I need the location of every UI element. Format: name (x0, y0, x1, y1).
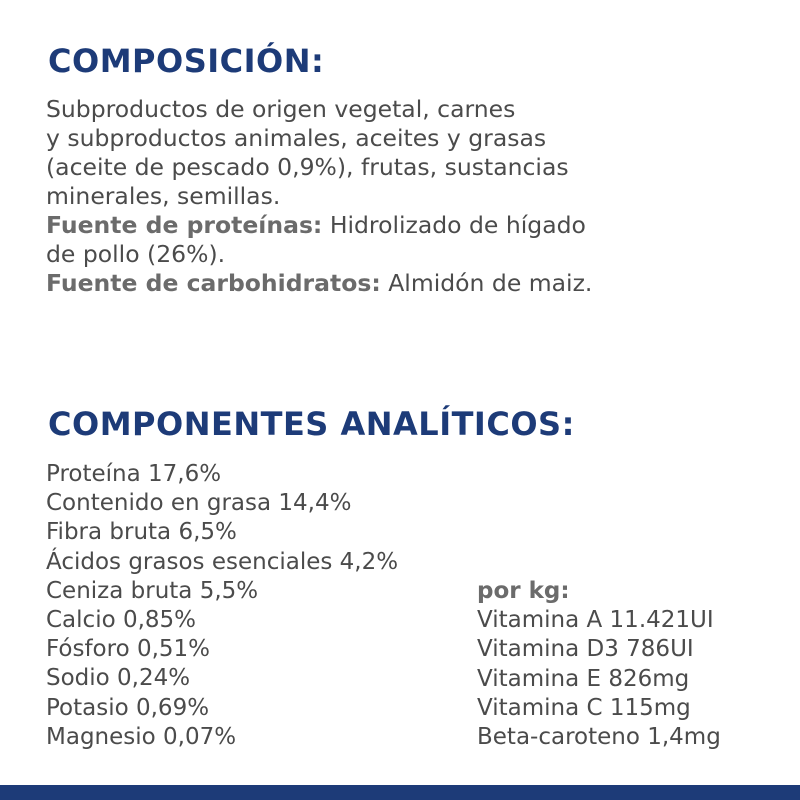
composition-heading: COMPOSICIÓN: (48, 42, 325, 80)
vitamin-item: Vitamina D3 786UI (477, 636, 694, 663)
vitamin-item: Vitamina C 115mg (477, 694, 691, 721)
analytical-item: Contenido en grasa 14,4% (46, 490, 352, 517)
analytical-item: Calcio 0,85% (46, 607, 197, 634)
analytical-item: Potasio 0,69% (46, 694, 210, 721)
composition-text (46, 95, 766, 298)
analytical-item: Sodio 0,24% (46, 665, 191, 692)
analytical-item: Ceniza bruta 5,5% (46, 577, 259, 604)
protein-source-label: Fuente de proteínas: (46, 211, 323, 239)
carb-source-label: Fuente de carbohidratos: (46, 269, 381, 297)
vitamin-list (477, 577, 721, 752)
vitamin-item: Vitamina A 11.421UI (477, 607, 714, 634)
bottom-bar (0, 785, 800, 800)
protein-source-line-cont: de pollo (26%). (46, 240, 226, 268)
analytical-heading: COMPONENTES ANALÍTICOS: (48, 405, 575, 443)
analytical-item: Ácidos grasos esenciales 4,2% (46, 548, 399, 575)
protein-source-line (46, 211, 766, 240)
analytical-item: Fibra bruta 6,5% (46, 519, 237, 546)
analytical-list (46, 460, 398, 752)
composition-line: (aceite de pescado 0,9%), frutas, sustancias (46, 153, 569, 181)
composition-line: Subproductos de origen vegetal, carnes (46, 95, 516, 123)
carb-source-line (46, 269, 766, 298)
vitamin-item: Beta-caroteno 1,4mg (477, 724, 721, 751)
vitamin-item: Vitamina E 826mg (477, 665, 690, 692)
composition-line: y subproductos animales, aceites y grasas (46, 124, 547, 152)
carb-source-text: Almidón de maiz. (380, 269, 593, 297)
analytical-item: Fósforo 0,51% (46, 636, 211, 663)
per-kg-label: por kg: (477, 578, 570, 604)
protein-source-text: Hidrolizado de hígado (322, 211, 586, 239)
analytical-item: Proteína 17,6% (46, 461, 222, 487)
composition-line: minerales, semillas. (46, 182, 281, 210)
analytical-item: Magnesio 0,07% (46, 723, 237, 750)
